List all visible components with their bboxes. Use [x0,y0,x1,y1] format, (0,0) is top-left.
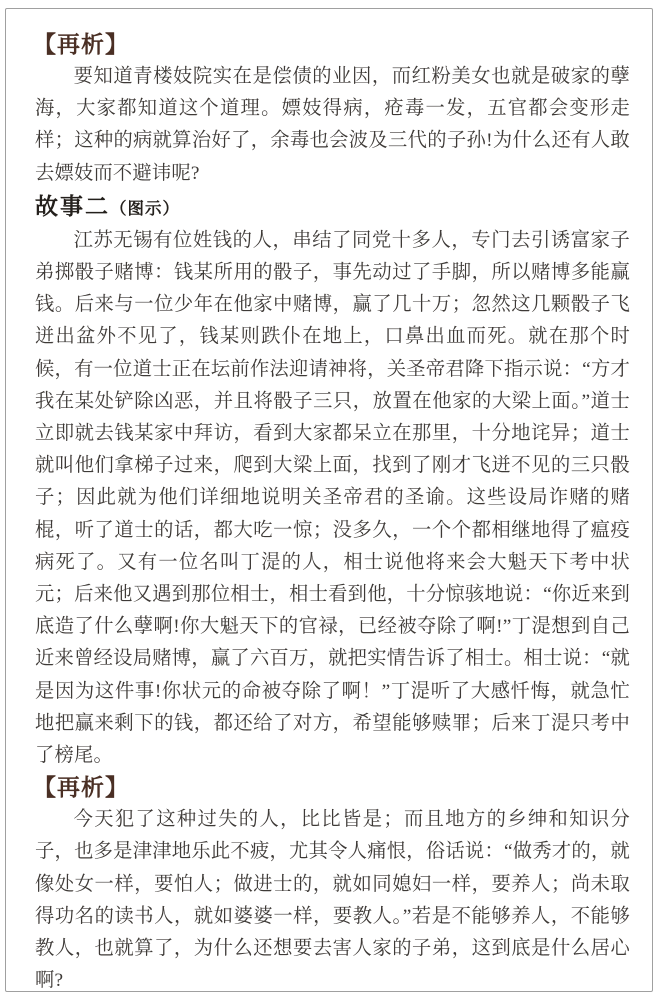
page-content [6,9,652,992]
analysis-paragraph-1: 要知道青楼妓院实在是偿债的业因，而红粉美女也就是破家的孽海，大家都知道这个道理。嫖妓得病，疮毒一发，五官都会变形走样；这种的病就算治好了，余毒也会波及三代的子孙!为什么还有人敢去嫖妓而不避讳呢? [35,66,630,184]
story-heading-note: （图示） [110,198,180,218]
analysis-paragraph-2: 今天犯了这种过失的人，比比皆是；而且地方的乡绅和知识分子，也多是津津地乐此不疲，尤其令人痛恨，俗话说：“做秀才的，就像处女一样，要怕人；做进士的，就如同媳妇一样，要养人；尚未取得功名的读书人，就如婆婆一样，要教人。”若是不能够养人，不能够教人，也就算了，为什么还想要去害人家的子弟，这到底是什么居心啊? [35,809,630,992]
story-heading-title: 故事二 [35,193,110,219]
analysis-heading-2: 【再析】 [33,775,129,801]
analysis-heading-1: 【再析】 [33,32,129,57]
story-heading [35,190,630,225]
page-frame [5,8,653,992]
story-paragraph: 江苏无锡有位姓钱的人，串结了同党十多人，专门去引诱富家子弟掷骰子赌博：钱某所用的骰子，事先动过了手脚，所以赌博多能赢钱。后来与一位少年在他家中赌博，赢了几十万；忽然这几颗骰子飞迸出盆外不见了，钱某则跌仆在地上，口鼻出血而死。就在那个时候，有一位道士正在坛前作法迎请神将，关圣帝君降下指示说：“方才我在某处铲除凶恶，并且将骰子三只，放置在他家的大梁上面。”道士立即就去钱某家中拜访，看到大家都呆立在那里，十分地诧异；道士就叫他们拿梯子过来，爬到大梁上面，找到了刚才飞迸不见的三只骰子；因此就为他们详细地说明关圣帝君的圣谕。这些设局诈赌的赌棍，听了道士的话，都大吃一惊；没多久，一个个都相继地得了瘟疫病死了。又有一位名叫丁湜的人，相士说他将来会大魁天下考中状元；后来他又遇到那位相士，相士看到他，十分惊骇地说：“你近来到底造了什么孽啊!你大魁天下的官禄，已经被夺除了啊!”丁湜想到自己近来曾经设局赌博，赢了六百万，就把实情告诉了相士。相士说：“就是因为这件事!你状元的命被夺除了啊！”丁湜听了大感忏悔，就急忙地把赢来剩下的钱，都还给了对方，希望能够赎罪；后来丁湜只考中了榜尾。 [35,229,630,767]
